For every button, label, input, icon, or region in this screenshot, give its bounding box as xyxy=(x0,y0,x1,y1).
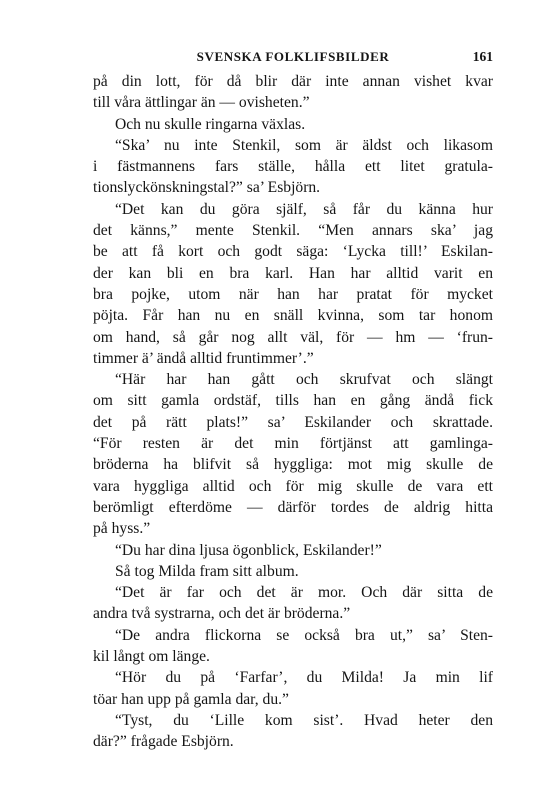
text-line: vara hyggliga alltid och för mig skulle de vara ett xyxy=(93,477,493,495)
text-line: det på rätt plats!” sa’ Eskilander och skrattade. xyxy=(93,413,493,431)
text-line: om sitt gamla ordstäf, tills han en gång ändå fick xyxy=(93,392,493,410)
text-line: “För resten är det min förtjänst att gamlinga- xyxy=(93,435,493,453)
text-line: der kan bli en bra karl. Han har alltid varit en xyxy=(93,264,493,282)
body-text xyxy=(93,71,493,753)
text-line: “De andra flickorna se också bra ut,” sa’ Sten- xyxy=(115,626,493,644)
text-line: “Ska’ nu inte Stenkil, som är äldst och likasom xyxy=(115,136,493,154)
page-number: 161 xyxy=(472,49,493,64)
text-line: andra två systrarna, och det är bröderna.” xyxy=(93,605,351,623)
text-line: på hyss.” xyxy=(93,520,151,538)
text-line: berömligt efterdöme — därför tordes de aldrig hitta xyxy=(93,498,493,516)
text-line: där?” frågade Esbjörn. xyxy=(93,733,234,751)
text-line: på din lott, för då blir där inte annan vishet kvar xyxy=(93,73,493,90)
text-line: bra pojke, utom när han har pratat för mycket xyxy=(93,285,493,303)
text-line: om hand, så går nog allt väl, för — hm — ‘frun- xyxy=(93,328,493,346)
text-line: “Hör du på ‘Farfar’, du Milda! Ja min lif xyxy=(115,669,493,687)
text-line: till våra ättlingar än — ovisheten.” xyxy=(93,94,310,112)
text-line: kil långt om länge. xyxy=(93,648,210,666)
text-line: be att få kort och godt säga: ‘Lycka till!’ Eskilan- xyxy=(93,243,493,261)
text-line: det känns,” mente Stenkil. “Men annars ska’ jag xyxy=(93,222,493,240)
text-line: Och nu skulle ringarna växlas. xyxy=(115,115,306,133)
text-line: “Här har han gått och skrufvat och slängt xyxy=(115,371,493,389)
text-line: “Det är far och det är mor. Och där sitta de xyxy=(115,584,493,602)
text-line: tionslyckönskningstal?” sa’ Esbjörn. xyxy=(93,179,321,197)
text-line: töar han upp på gamla dar, du.” xyxy=(93,690,289,708)
text-line: bröderna ha blifvit så hyggliga: mot mig skulle de xyxy=(93,456,493,474)
running-title: SVENSKA FOLKLIFSBILDER xyxy=(196,49,390,64)
running-header xyxy=(93,49,493,71)
text-line: “Du har dina ljusa ögonblick, Eskilander!” xyxy=(115,541,382,559)
text-line: pöjta. Får han nu en snäll kvinna, som tar honom xyxy=(93,307,493,325)
text-line: “Det kan du göra själf, så får du känna hur xyxy=(115,200,493,218)
text-line: “Tyst, du ‘Lille kom sist’. Hvad heter den xyxy=(115,711,493,729)
text-line: i fästmannens fars ställe, hålla ett litet gratula- xyxy=(93,158,493,176)
text-line: timmer ä’ ändå alltid fruntimmer’.” xyxy=(93,349,314,367)
text-line: Så tog Milda fram sitt album. xyxy=(115,562,299,580)
